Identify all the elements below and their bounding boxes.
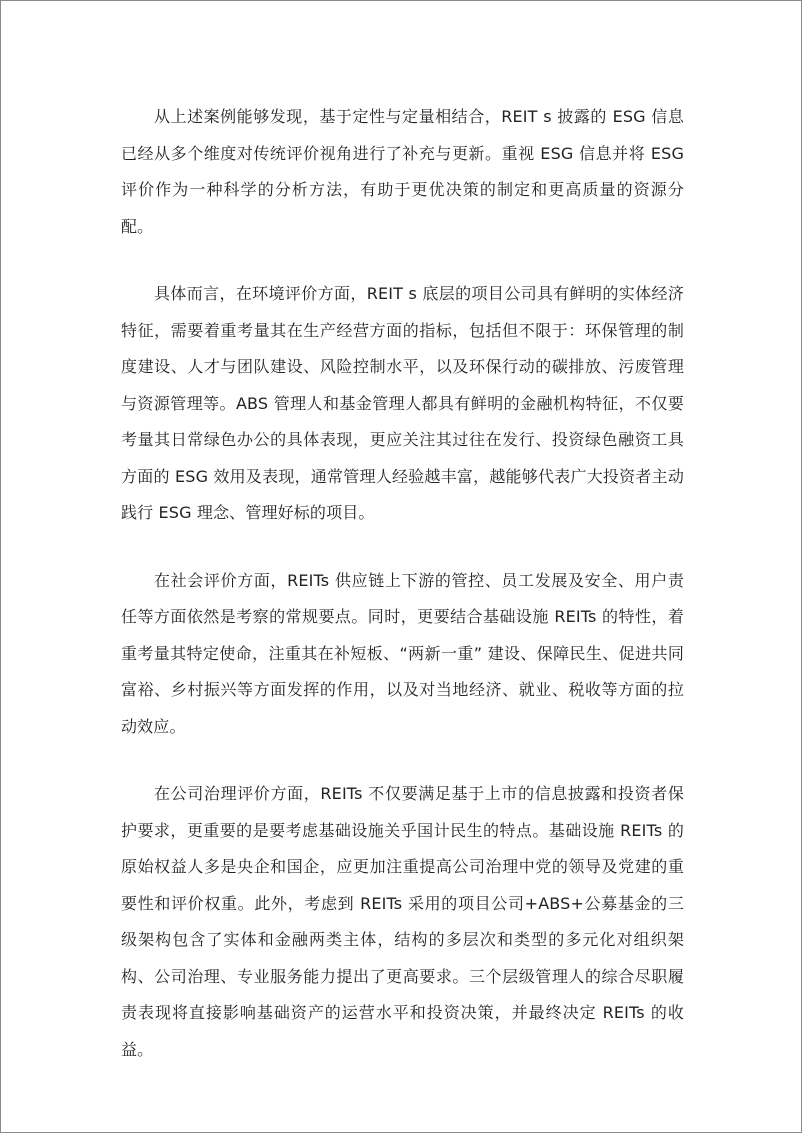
paragraph-governance-evaluation: 在公司治理评价方面，REITs 不仅要满足基于上市的信息披露和投资者保护要求，更重要的是要考虑基础设施关乎国计民生的特点。基础设施 REITs 的原始权益人多是央企和国企，应更加注重提高公司治理中党的领导及党建的重要性和评价权重。此外，考虑到 REITs 采用的项目公司+ABS+公募基金的三级架构包含了实体和金融两类主体，结构的多层次和类型的多元化对组织架构、公司治理、专业服务能力提出了更高要求。三个层级管理人的综合尽职履责表现将直接影响基础资产的运营水平和投资决策，并最终决定 REITs 的收益。 xyxy=(121,784,684,1059)
paragraph-esg-disclosure: 从上述案例能够发现，基于定性与定量相结合，REIT s 披露的 ESG 信息已经从多个维度对传统评价视角进行了补充与更新。重视 ESG 信息并将 ESG 评价作为一种科学的分析方法，有助于更优决策的制定和更高质量的资源分配。 xyxy=(121,107,684,236)
paragraph-environment-evaluation: 具体而言，在环境评价方面，REIT s 底层的项目公司具有鲜明的实体经济特征，需要着重考量其在生产经营方面的指标，包括但不限于：环保管理的制度建设、人才与团队建设、风险控制水平，以及环保行动的碳排放、污废管理与资源管理等。ABS 管理人和基金管理人都具有鲜明的金融机构特征，不仅要考量其日常绿色办公的具体表现，更应关注其过往在发行、投资绿色融资工具方面的 ESG 效用及表现，通常管理人经验越丰富，越能够代表广大投资者主动践行 ESG 理念、管理好标的项目。 xyxy=(121,284,684,522)
paragraph-social-evaluation: 在社会评价方面，REITs 供应链上下游的管控、员工发展及安全、用户责任等方面依然是考察的常规要点。同时，更要结合基础设施 REITs 的特性，着重考量其特定使命，注重其在补短板、“两新一重” 建设、保障民生、促进共同富裕、乡村振兴等方面发挥的作用，以及对当地经济、就业、税收等方面的拉动效应。 xyxy=(121,570,684,736)
document-body xyxy=(121,99,684,1099)
